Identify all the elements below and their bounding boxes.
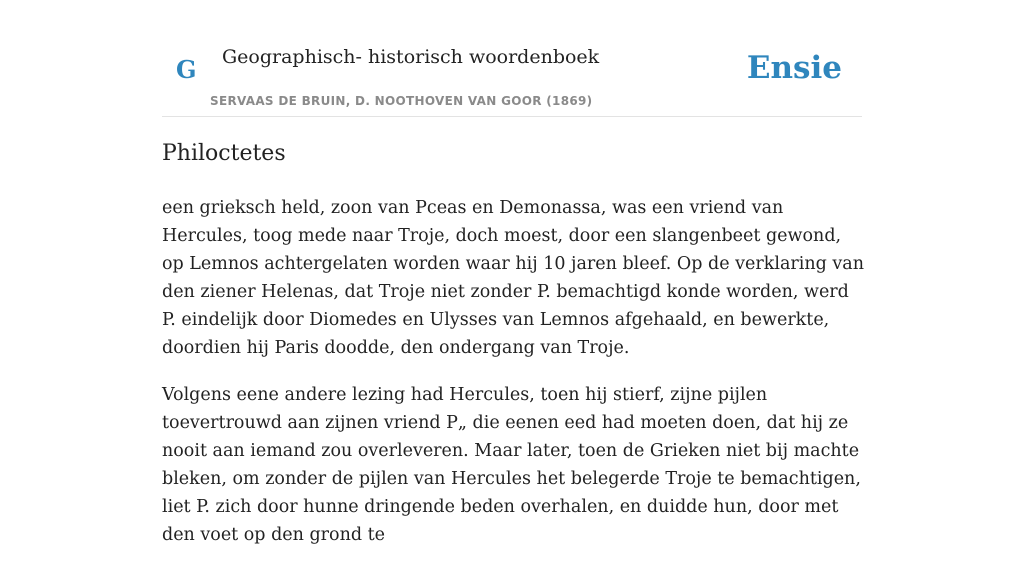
book-title-link[interactable]: Geographisch- historisch woordenboek <box>222 46 600 68</box>
book-logo-icon[interactable]: G <box>176 55 197 84</box>
entry-title: Philoctetes <box>162 141 286 166</box>
book-author-meta: SERVAAS DE BRUIN, D. NOOTHOVEN VAN GOOR (1869) <box>210 94 593 108</box>
header <box>162 0 862 117</box>
ensie-logo-link[interactable]: Ensie <box>746 50 842 86</box>
entry-paragraph-1: een grieksch held, zoon van Pceas en Demonassa, was een vriend van Hercules, toog mede naar Troje, doch moest, door een slangenbeet gewond, op Lemnos achtergelaten worden waar hij 10 jaren bleef. Op de verklaring van den ziener Helenas, dat Troje niet zonder P. bemachtigd konde worden, werd P. eindelijk door Diomedes en Ulysses van Lemnos afgehaald, en bewerkte, doordien hij Paris doodde, den ondergang van Troje. <box>162 198 864 358</box>
entry-paragraph-2: Volgens eene andere lezing had Hercules, toen hij stierf, zijne pijlen toevertrouwd aan zijnen vriend P„ die eenen eed had moeten doen, dat hij ze nooit aan iemand zou overleveren. Maar later, toen de Grieken niet bij machte bleken, om zonder de pijlen van Hercules het belegerde Troje te bemachtigen, liet P. zich door hunne dringende beden overhalen, en duidde hun, door met den voet op den grond te <box>162 385 861 545</box>
entry-content <box>162 138 864 568</box>
